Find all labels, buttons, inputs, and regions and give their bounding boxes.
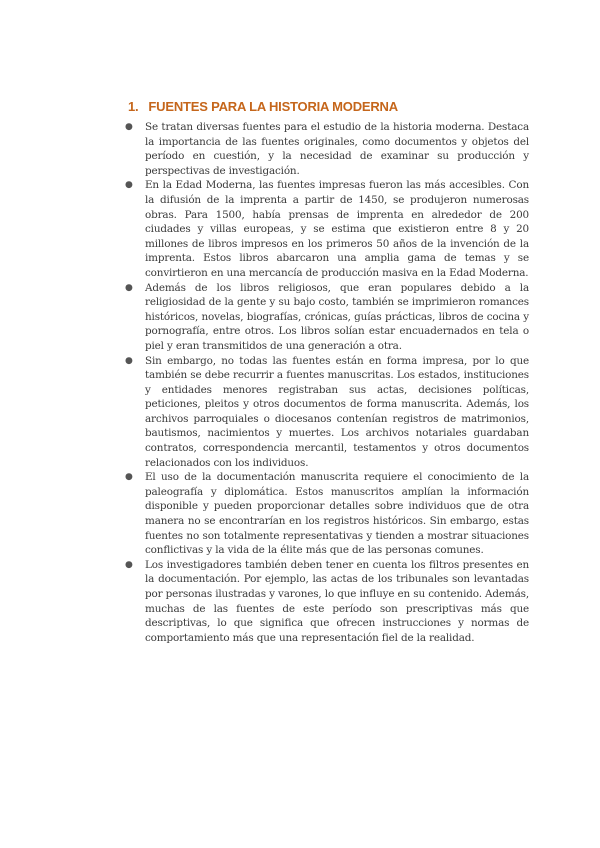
paragraph-text: Sin embargo, no todas las fuentes están en forma impresa, por lo que también se debe recurrir a fuentes manuscritas. Los estados, instituciones y entidades menores registraban sus actas, decisiones políticas, peticiones, pleitos y otros documentos de forma manuscrita. Además, los archivos parroquiales o diocesanos contenían registros de matrimonios, bautismos, nacimientos y muertes. Los archivos notariales guardaban contratos, correspondencia mercantil, testamentos y otros documentos relacionados con los individuos. (145, 354, 529, 469)
paragraph-text: Se tratan diversas fuentes para el estudio de la historia moderna. Destaca la importancia de las fuentes originales, como documentos y objetos del período en cuestión, y la necesidad de examinar su producción y perspectivas de investigación. (145, 121, 529, 177)
list-item (123, 178, 529, 280)
paragraph-text: Además de los libros religiosos, que eran populares debido a la religiosidad de la gente y su bajo costo, también se imprimieron romances históricos, novelas, biografías, crónicas, guías prácticas, libros de cocina y pornografía, entre otros. Los libros solían estar encuadernados en tela o piel y eran transmitidos de una generación a otra. (145, 281, 529, 352)
bullet-icon: ● (125, 180, 133, 191)
bullet-icon: ● (125, 355, 133, 366)
bullet-icon: ● (125, 282, 133, 293)
list-item (123, 558, 529, 646)
paragraph-text: Los investigadores también deben tener en cuenta los filtros presentes en la documentación. Por ejemplo, las actas de los tribunales son levantadas por personas ilustradas y varones, lo que influye en su contenido. Además, muchas de las fuentes de este período son prescriptivas más que descriptivas, lo que significa que ofrecen instrucciones y normas de comportamiento más que una representación fiel de la realidad. (145, 558, 529, 644)
bullet-icon: ● (125, 559, 133, 570)
list-item (123, 281, 529, 354)
section-number: 1. (128, 99, 139, 114)
list-item (123, 354, 529, 471)
list-item (123, 470, 529, 558)
bullet-icon: ● (125, 122, 133, 132)
section-heading (128, 99, 398, 114)
paragraph-text: En la Edad Moderna, las fuentes impresas fueron las más accesibles. Con la difusión de la imprenta a partir de 1450, se produjeron numerosas obras. Para 1500, había prensas de imprenta en alrededor de 200 ciudades y villas europeas, y se estima que existieron entre 8 y 20 millones de libros impresos en los primeros 50 años de la invención de la imprenta. Estos libros abarcaron una amplia gama de temas y se convirtieron en una mercancía de producción masiva en la Edad Moderna. (145, 179, 529, 279)
bullet-list (123, 120, 529, 645)
section-title: FUENTES PARA LA HISTORIA MODERNA (148, 99, 398, 114)
paragraph-text: El uso de la documentación manuscrita requiere el conocimiento de la paleografía y diplomática. Estos manuscritos amplían la información disponible y pueden proporcionar detalles sobre individuos que de otra manera no se encontrarían en los registros históricos. Sin embargo, estas fuentes no son totalmente representativas y tienden a mostrar situaciones conflictivas y la vida de la élite más que de las personas comunes. (145, 471, 529, 557)
list-item (123, 120, 529, 178)
bullet-icon: ● (125, 472, 133, 483)
